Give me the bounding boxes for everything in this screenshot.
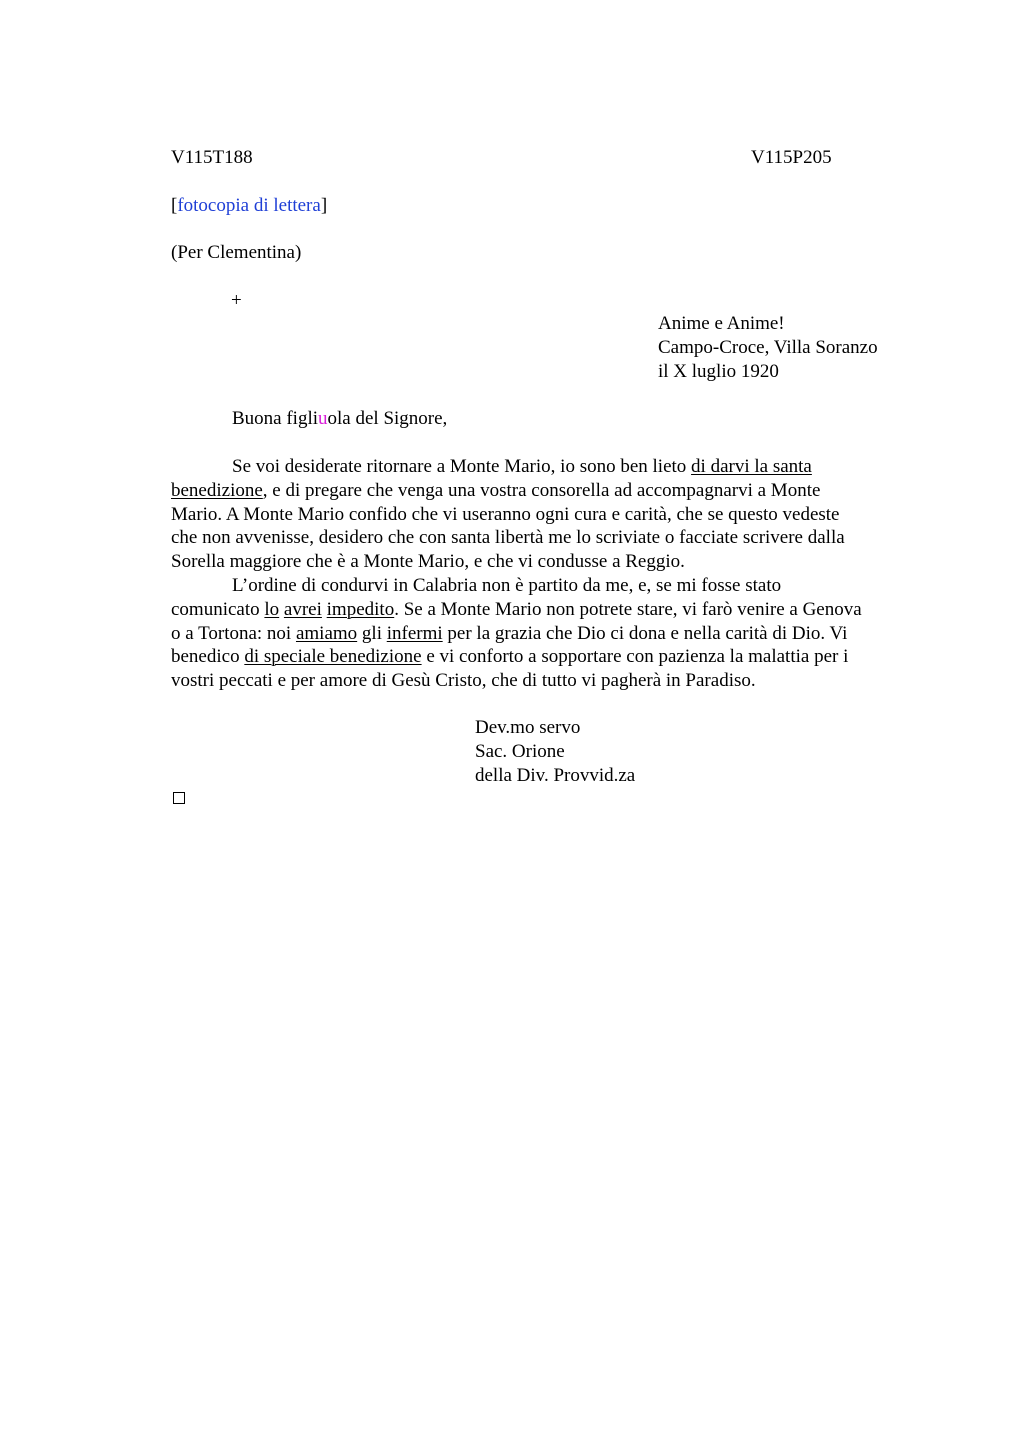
underlined-word: avrei xyxy=(283,598,322,620)
body-line xyxy=(171,645,931,669)
body-line: Sorella maggiore che è a Monte Mario, e che vi condusse a Reggio. xyxy=(171,551,685,573)
salutation xyxy=(232,407,447,431)
body-text-span: , e di pregare che venga una vostra consorella ad accompagnarvi a Monte xyxy=(262,479,821,501)
underlined-word: lo xyxy=(264,598,280,620)
end-box-icon xyxy=(173,792,185,804)
salutation-highlight: u xyxy=(318,408,328,429)
body-line: L’ordine di condurvi in Calabria non è partito da me, e, se mi fosse stato xyxy=(232,574,782,596)
note-text: fotocopia di lettera xyxy=(177,195,321,216)
cross-symbol: + xyxy=(231,290,242,311)
body-text-span: comunicato xyxy=(171,598,265,620)
underlined-word: infermi xyxy=(386,622,443,644)
underlined-phrase: di speciale benedizione xyxy=(244,646,422,668)
signature-block xyxy=(475,716,635,787)
salutation-after: ola del Signore, xyxy=(327,408,448,429)
body-text-span: Se voi desiderate ritornare a Monte Mario, io sono ben lieto xyxy=(232,456,692,477)
body-line xyxy=(171,598,931,622)
signature-line-2: Sac. Orione xyxy=(475,740,565,762)
photocopy-note xyxy=(171,194,327,218)
heading-block xyxy=(658,312,878,383)
body-text-span: . Se a Monte Mario non potrete stare, vi farò venire a Genova xyxy=(394,598,862,620)
underlined-word: impedito xyxy=(326,598,395,620)
right-code: V115P205 xyxy=(751,147,832,168)
body-text-span: o a Tortona: noi xyxy=(171,622,296,644)
body-line: Mario. A Monte Mario confido che vi useranno ogni cura e carità, che se questo vedeste xyxy=(171,503,840,525)
signature-line-3: della Div. Provvid.za xyxy=(475,764,636,786)
body-line: che non avvenisse, desidero che con santa libertà me lo scriviate o facciate scrivere dalla xyxy=(171,527,845,549)
body-line xyxy=(171,622,931,646)
body-text-span: per la grazia che Dio ci dona e nella carità di Dio. Vi xyxy=(442,622,848,644)
letter-body xyxy=(171,455,931,693)
heading-line-1: Anime e Anime! xyxy=(658,313,785,334)
heading-line-3: il X luglio 1920 xyxy=(658,360,779,382)
body-line: vostri peccati e per amore di Gesù Cristo, che di tutto vi pagherà in Paradiso. xyxy=(171,670,756,692)
left-code: V115T188 xyxy=(171,147,253,168)
signature-line-1: Dev.mo servo xyxy=(475,717,581,738)
body-line xyxy=(171,479,931,503)
heading-line-2: Campo-Croce, Villa Soranzo xyxy=(658,336,878,358)
body-text-span: gli xyxy=(357,622,387,644)
note-open-bracket: [ xyxy=(171,195,178,216)
salutation-before: Buona figli xyxy=(232,408,319,429)
underlined-word: amiamo xyxy=(295,622,358,644)
underlined-phrase: benedizione xyxy=(171,479,263,501)
note-close-bracket: ] xyxy=(320,195,328,216)
body-text-span: benedico xyxy=(171,646,245,668)
body-line xyxy=(171,455,931,479)
recipient: (Per Clementina) xyxy=(171,242,302,263)
body-text-span: e vi conforto a sopportare con pazienza la malattia per i xyxy=(421,646,849,668)
underlined-phrase: di darvi la santa xyxy=(691,456,812,477)
